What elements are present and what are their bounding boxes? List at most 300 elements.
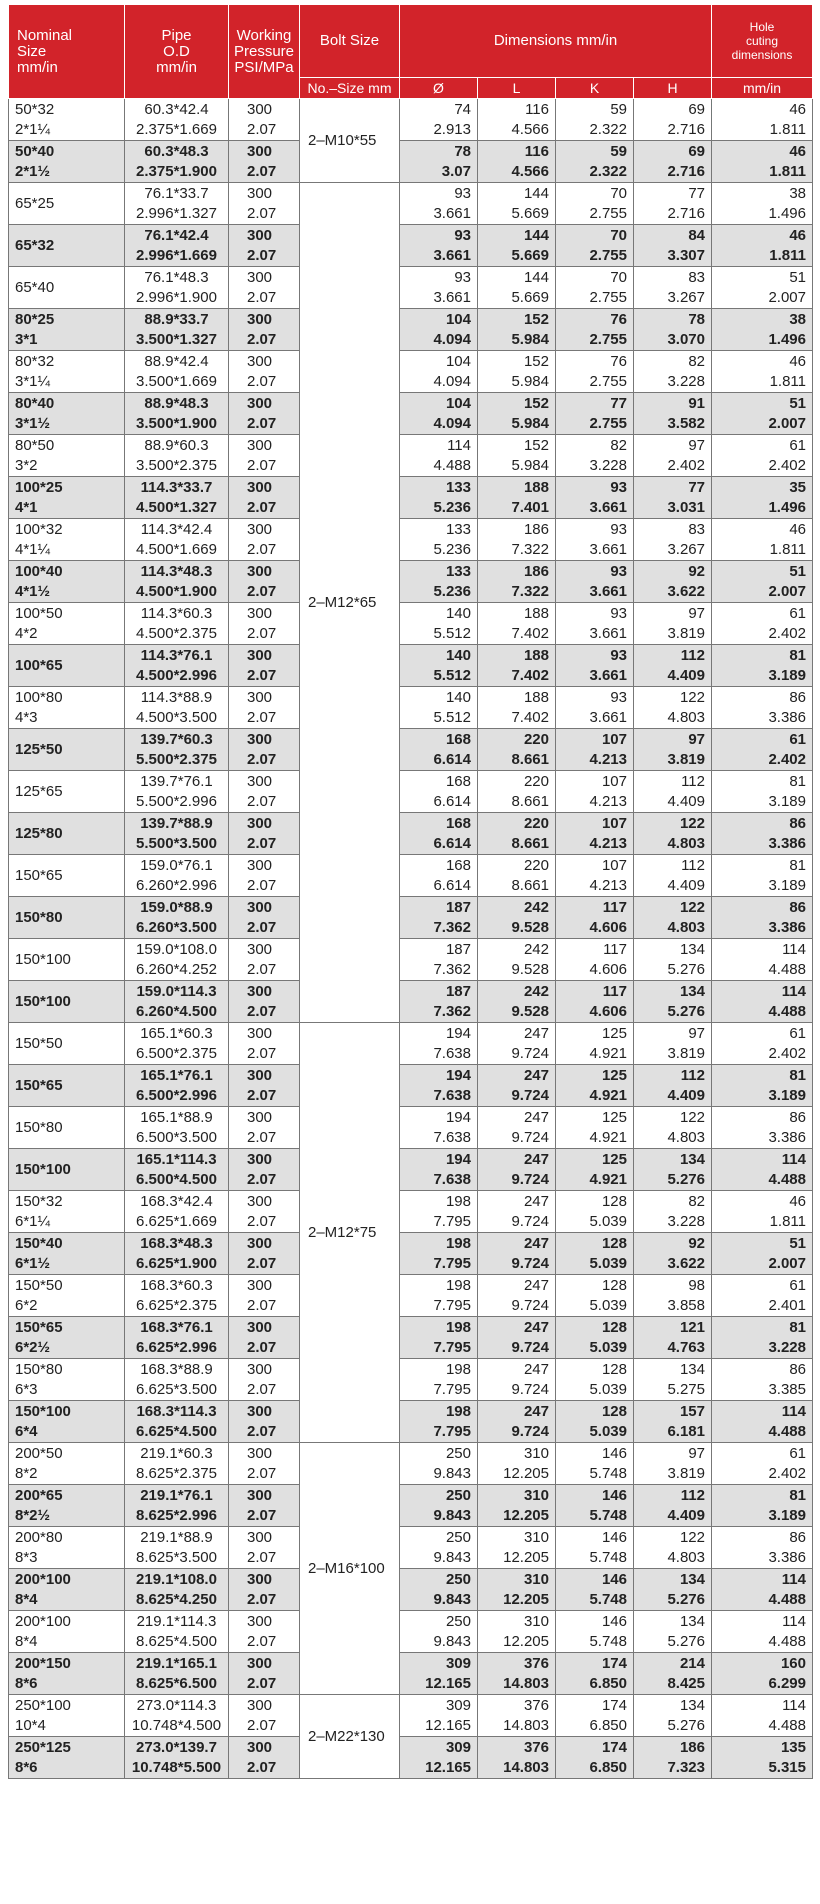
dim-diameter-cell (400, 1359, 478, 1401)
dim-k-cell-secondary: 4.213 (589, 834, 627, 852)
dim-l-cell-secondary: 12.205 (503, 1506, 549, 1524)
dim-diameter-cell (400, 1611, 478, 1653)
dim-k-cell (556, 1401, 634, 1443)
dim-k-cell (556, 1065, 634, 1107)
dim-l-cell-secondary: 7.402 (511, 708, 549, 726)
hole-cutting-cell-secondary: 1.811 (769, 162, 806, 180)
nominal-size-cell-secondary: 8*6 (15, 1758, 38, 1776)
pipe-od-cell-primary: 60.3*42.4 (144, 100, 209, 118)
dim-h-cell-primary: 83 (688, 268, 705, 286)
dim-diameter-cell-primary: 133 (445, 562, 471, 580)
hole-cutting-cell-secondary: 2.402 (768, 1464, 806, 1482)
pipe-od-cell-primary: 168.3*42.4 (140, 1192, 213, 1210)
dim-k-cell (556, 141, 634, 183)
working-pressure-cell-primary: 300 (247, 1570, 273, 1588)
working-pressure-cell (229, 351, 300, 393)
dim-k-cell-secondary: 2.755 (589, 288, 627, 306)
dim-h-cell-secondary: 3.622 (667, 1254, 705, 1272)
table-body (9, 99, 813, 1779)
dim-k-cell (556, 1191, 634, 1233)
nominal-size-cell-primary: 150*100 (15, 1402, 71, 1420)
hole-cutting-cell-secondary: 2.007 (768, 288, 806, 306)
dim-k-cell (556, 855, 634, 897)
dim-diameter-cell-primary: 93 (454, 268, 471, 286)
dim-h-cell-primary: 214 (679, 1654, 705, 1672)
dim-l-cell (478, 1695, 556, 1737)
dim-l-cell (478, 141, 556, 183)
working-pressure-cell-secondary: 2.07 (247, 120, 277, 138)
nominal-size-cell (9, 855, 125, 897)
dim-k-cell-secondary: 5.748 (589, 1590, 627, 1608)
dim-k-cell (556, 561, 634, 603)
working-pressure-cell-primary: 300 (247, 100, 273, 118)
nominal-size-cell (9, 603, 125, 645)
pipe-od-cell-secondary: 6.625*2.375 (136, 1296, 217, 1314)
table-row (9, 477, 813, 519)
working-pressure-cell (229, 519, 300, 561)
dim-h-cell (634, 1695, 712, 1737)
pipe-od-cell-primary: 219.1*88.9 (140, 1528, 213, 1546)
nominal-size-cell-primary: 150*100 (15, 992, 71, 1010)
dim-diameter-cell (400, 477, 478, 519)
table-row (9, 603, 813, 645)
dim-diameter-cell-secondary: 5.236 (433, 582, 471, 600)
dim-diameter-cell-primary: 140 (445, 688, 471, 706)
dim-diameter-cell-primary: 78 (454, 142, 471, 160)
pipe-od-cell-primary: 88.9*48.3 (144, 394, 209, 412)
dim-l-cell-secondary: 5.984 (511, 330, 549, 348)
nominal-size-cell (9, 813, 125, 855)
nominal-size-cell-primary: 100*65 (15, 656, 63, 674)
dim-l-cell (478, 981, 556, 1023)
hole-cutting-cell-primary: 61 (789, 604, 806, 622)
hole-cutting-cell (712, 1485, 813, 1527)
dim-k-cell (556, 1653, 634, 1695)
dim-diameter-cell (400, 897, 478, 939)
dim-l-cell (478, 1443, 556, 1485)
pipe-od-cell-secondary: 2.996*1.900 (136, 288, 217, 306)
dim-k-cell-primary: 128 (601, 1318, 627, 1336)
dim-h-cell-primary: 122 (679, 814, 705, 832)
hole-cutting-cell (712, 561, 813, 603)
dim-l-cell (478, 1401, 556, 1443)
pipe-od-cell-primary: 114.3*48.3 (140, 562, 213, 580)
pipe-od-cell-primary: 159.0*88.9 (140, 898, 213, 916)
hole-cutting-cell (712, 393, 813, 435)
table-row (9, 435, 813, 477)
dim-k-cell-primary: 174 (601, 1696, 627, 1714)
dim-l-cell-primary: 247 (523, 1192, 549, 1210)
working-pressure-cell (229, 1191, 300, 1233)
hole-cutting-cell (712, 1317, 813, 1359)
working-pressure-cell-secondary: 2.07 (247, 1212, 277, 1230)
nominal-size-cell (9, 141, 125, 183)
hole-cutting-cell-primary: 61 (789, 436, 806, 454)
hole-cutting-cell (712, 897, 813, 939)
nominal-size-cell-primary: 200*150 (15, 1654, 71, 1672)
hole-cutting-cell-secondary: 1.811 (769, 246, 806, 264)
dim-l-cell-secondary: 8.661 (511, 876, 549, 894)
dim-diameter-cell-primary: 168 (445, 730, 471, 748)
pipe-od-cell-secondary: 8.625*6.500 (136, 1674, 217, 1692)
header-hole-cutting: Hole cuting dimensions (712, 5, 813, 78)
dim-k-cell (556, 1569, 634, 1611)
pipe-od-cell-secondary: 6.625*3.500 (136, 1380, 217, 1398)
nominal-size-cell-primary: 150*32 (15, 1192, 63, 1210)
dim-k-cell-primary: 107 (601, 772, 627, 790)
dim-h-cell-primary: 91 (688, 394, 705, 412)
pipe-od-cell-secondary: 4.500*2.375 (136, 624, 217, 642)
pipe-od-cell (125, 603, 229, 645)
working-pressure-cell (229, 99, 300, 141)
dim-k-cell (556, 939, 634, 981)
dim-k-cell-secondary: 5.039 (589, 1212, 627, 1230)
dim-diameter-cell-secondary: 5.236 (433, 540, 471, 558)
pipe-od-cell-secondary: 6.500*4.500 (136, 1170, 217, 1188)
hole-cutting-cell (712, 603, 813, 645)
hole-cutting-cell-primary: 135 (780, 1738, 806, 1756)
nominal-size-cell-secondary: 8*2½ (15, 1506, 51, 1524)
dim-h-cell-primary: 112 (681, 772, 705, 790)
pipe-od-cell (125, 939, 229, 981)
dim-k-cell (556, 183, 634, 225)
dim-k-cell (556, 435, 634, 477)
working-pressure-cell (229, 561, 300, 603)
nominal-size-cell-secondary: 4*3 (15, 708, 38, 726)
dim-diameter-cell-secondary: 7.795 (433, 1338, 471, 1356)
dim-h-cell-primary: 98 (688, 1276, 705, 1294)
working-pressure-cell-primary: 300 (247, 772, 273, 790)
nominal-size-cell-secondary: 10*4 (15, 1716, 46, 1734)
dim-diameter-cell (400, 351, 478, 393)
working-pressure-cell-primary: 300 (247, 1192, 273, 1210)
dim-diameter-cell-primary: 250 (445, 1486, 471, 1504)
dim-l-cell-secondary: 7.322 (511, 582, 549, 600)
pipe-od-cell (125, 1569, 229, 1611)
dim-k-cell-secondary: 6.850 (589, 1716, 627, 1734)
dim-h-cell-primary: 82 (688, 352, 705, 370)
header-dim-h: H (634, 78, 712, 99)
nominal-size-cell (9, 897, 125, 939)
pipe-od-cell (125, 561, 229, 603)
dim-k-cell-secondary: 4.921 (589, 1128, 627, 1146)
header-working-pressure: Working Pressure PSI/MPa (229, 5, 300, 99)
dim-k-cell-primary: 107 (601, 814, 627, 832)
table-row (9, 771, 813, 813)
dim-k-cell-primary: 128 (601, 1276, 627, 1294)
dim-h-cell (634, 1569, 712, 1611)
dim-l-cell-primary: 376 (523, 1696, 549, 1714)
hole-cutting-cell (712, 939, 813, 981)
header-dimensions: Dimensions mm/in (400, 5, 712, 78)
nominal-size-cell-secondary: 2*1¼ (15, 120, 51, 138)
nominal-size-cell-primary: 65*25 (15, 194, 55, 212)
hole-cutting-cell (712, 1611, 813, 1653)
dim-k-cell-primary: 76 (610, 352, 627, 370)
dim-k-cell-secondary: 3.661 (589, 498, 627, 516)
dim-l-cell-secondary: 12.205 (503, 1548, 549, 1566)
dim-h-cell (634, 1485, 712, 1527)
nominal-size-cell-primary: 125*80 (15, 824, 63, 842)
hole-cutting-cell-primary: 81 (789, 1318, 806, 1336)
working-pressure-cell-primary: 300 (247, 184, 273, 202)
dim-diameter-cell-primary: 114 (447, 436, 471, 454)
nominal-size-cell-secondary: 6*2½ (15, 1338, 51, 1356)
nominal-size-cell (9, 519, 125, 561)
hole-cutting-cell-primary: 114 (781, 1402, 806, 1420)
header-dim-k: K (556, 78, 634, 99)
hole-cutting-cell (712, 771, 813, 813)
dim-h-cell-secondary: 6.181 (667, 1422, 705, 1440)
working-pressure-cell-primary: 300 (247, 1066, 273, 1084)
dim-l-cell-secondary: 4.566 (511, 162, 549, 180)
hole-cutting-cell-secondary: 5.315 (768, 1758, 806, 1776)
header-pipe-od: Pipe O.D mm/in (125, 5, 229, 99)
dim-h-cell-secondary: 3.819 (667, 1044, 705, 1062)
dim-l-cell-primary: 116 (524, 142, 549, 160)
dim-l-cell-primary: 152 (523, 310, 549, 328)
dim-h-cell (634, 1527, 712, 1569)
pipe-od-cell (125, 309, 229, 351)
nominal-size-cell (9, 183, 125, 225)
hole-cutting-cell (712, 351, 813, 393)
hole-cutting-cell-primary: 51 (789, 268, 806, 286)
nominal-size-cell-primary: 50*32 (15, 100, 55, 118)
working-pressure-cell (229, 1611, 300, 1653)
bolt-size-cell: 2–M22*130 (300, 1695, 400, 1779)
dimensions-table (8, 4, 813, 1779)
dim-h-cell (634, 1359, 712, 1401)
pipe-od-cell (125, 813, 229, 855)
nominal-size-cell (9, 435, 125, 477)
dim-k-cell-secondary: 3.661 (589, 582, 627, 600)
working-pressure-cell-secondary: 2.07 (247, 1086, 277, 1104)
working-pressure-cell-primary: 300 (247, 1696, 273, 1714)
table-row (9, 1653, 813, 1695)
dim-l-cell-primary: 144 (523, 268, 549, 286)
nominal-size-cell-primary: 150*65 (15, 1076, 63, 1094)
dim-h-cell-secondary: 4.803 (667, 1548, 705, 1566)
hole-cutting-cell-secondary: 6.299 (768, 1674, 806, 1692)
nominal-size-cell-primary: 65*40 (15, 278, 55, 296)
working-pressure-cell-primary: 300 (247, 604, 273, 622)
dim-k-cell-secondary: 4.213 (589, 750, 627, 768)
dim-l-cell-secondary: 7.402 (511, 666, 549, 684)
dim-h-cell (634, 1737, 712, 1779)
pipe-od-cell-secondary: 6.625*4.500 (136, 1422, 217, 1440)
dim-diameter-cell-primary: 250 (445, 1528, 471, 1546)
dim-l-cell-primary: 188 (523, 688, 549, 706)
pipe-od-cell-primary: 139.7*88.9 (140, 814, 213, 832)
dim-h-cell-primary: 112 (680, 1486, 705, 1504)
dim-diameter-cell-secondary: 5.512 (433, 666, 471, 684)
hole-cutting-cell-secondary: 3.189 (768, 1086, 806, 1104)
dim-diameter-cell-primary: 93 (454, 184, 471, 202)
table-row (9, 729, 813, 771)
hole-cutting-cell-primary: 81 (789, 772, 806, 790)
dim-diameter-cell (400, 813, 478, 855)
working-pressure-cell (229, 897, 300, 939)
dim-k-cell (556, 99, 634, 141)
pipe-od-cell (125, 1107, 229, 1149)
nominal-size-cell (9, 1233, 125, 1275)
dim-diameter-cell-primary: 168 (445, 772, 471, 790)
dim-diameter-cell (400, 1485, 478, 1527)
pipe-od-cell-primary: 165.1*114.3 (136, 1150, 217, 1168)
pipe-od-cell-secondary: 2.375*1.900 (136, 162, 217, 180)
pipe-od-cell-primary: 219.1*165.1 (136, 1654, 217, 1672)
dim-diameter-cell-secondary: 7.795 (433, 1422, 471, 1440)
hole-cutting-cell-secondary: 1.811 (769, 120, 806, 138)
dim-l-cell (478, 1275, 556, 1317)
dim-k-cell-primary: 146 (601, 1570, 627, 1588)
dim-l-cell-primary: 247 (523, 1150, 549, 1168)
working-pressure-cell-secondary: 2.07 (247, 288, 277, 306)
dim-l-cell (478, 435, 556, 477)
working-pressure-cell (229, 1695, 300, 1737)
hole-cutting-cell-primary: 114 (782, 1612, 806, 1630)
pipe-od-cell-secondary: 2.996*1.327 (136, 204, 217, 222)
hole-cutting-cell-primary: 81 (789, 1066, 806, 1084)
dim-h-cell (634, 519, 712, 561)
working-pressure-cell (229, 855, 300, 897)
hole-cutting-cell (712, 435, 813, 477)
dim-h-cell-primary: 112 (680, 646, 705, 664)
dim-diameter-cell-secondary: 3.661 (433, 246, 471, 264)
nominal-size-cell (9, 561, 125, 603)
dim-l-cell-primary: 310 (523, 1486, 549, 1504)
dim-h-cell (634, 309, 712, 351)
header-bolt-size: Bolt Size (300, 5, 400, 78)
nominal-size-cell (9, 1107, 125, 1149)
pipe-od-cell-primary: 219.1*60.3 (140, 1444, 213, 1462)
dim-l-cell-primary: 247 (523, 1024, 549, 1042)
dim-diameter-cell-primary: 198 (445, 1276, 471, 1294)
dim-diameter-cell-primary: 194 (445, 1066, 471, 1084)
working-pressure-cell-primary: 300 (247, 898, 273, 916)
nominal-size-cell-primary: 200*100 (15, 1612, 71, 1630)
nominal-size-cell (9, 1401, 125, 1443)
dim-l-cell (478, 225, 556, 267)
dim-h-cell-secondary: 3.267 (667, 288, 705, 306)
nominal-size-cell-primary: 200*50 (15, 1444, 63, 1462)
dim-h-cell (634, 1401, 712, 1443)
dim-h-cell (634, 393, 712, 435)
hole-cutting-cell-secondary: 3.386 (768, 834, 806, 852)
pipe-od-cell (125, 141, 229, 183)
dim-l-cell-secondary: 5.669 (511, 204, 549, 222)
dim-diameter-cell-secondary: 7.638 (433, 1044, 471, 1062)
working-pressure-cell-primary: 300 (247, 562, 273, 580)
working-pressure-cell-secondary: 2.07 (247, 1170, 277, 1188)
nominal-size-cell-primary: 80*40 (15, 394, 55, 412)
dim-h-cell-primary: 97 (688, 730, 705, 748)
dim-diameter-cell-secondary: 6.614 (433, 750, 471, 768)
pipe-od-cell-primary: 159.0*114.3 (136, 982, 217, 1000)
working-pressure-cell (229, 1401, 300, 1443)
dim-h-cell (634, 687, 712, 729)
dim-k-cell-primary: 125 (601, 1150, 627, 1168)
table-row (9, 1191, 813, 1233)
nominal-size-cell (9, 267, 125, 309)
nominal-size-cell (9, 645, 125, 687)
hole-cutting-cell-primary: 51 (789, 562, 806, 580)
dim-diameter-cell-primary: 194 (445, 1108, 471, 1126)
dim-l-cell-primary: 188 (523, 478, 549, 496)
dim-k-cell-primary: 82 (610, 436, 627, 454)
dim-diameter-cell (400, 1023, 478, 1065)
hole-cutting-cell-primary: 38 (789, 310, 806, 328)
pipe-od-cell-secondary: 5.500*2.375 (136, 750, 217, 768)
bolt-size-cell: 2–M16*100 (300, 1443, 400, 1695)
hole-cutting-cell (712, 855, 813, 897)
working-pressure-cell-secondary: 2.07 (247, 750, 277, 768)
nominal-size-cell-primary: 125*65 (15, 782, 63, 800)
dim-diameter-cell (400, 309, 478, 351)
pipe-od-cell-secondary: 3.500*1.327 (136, 330, 217, 348)
working-pressure-cell-primary: 300 (247, 1276, 273, 1294)
working-pressure-cell-primary: 300 (247, 1360, 273, 1378)
table-row (9, 1233, 813, 1275)
hole-cutting-cell-secondary: 2.401 (768, 1296, 806, 1314)
dim-diameter-cell-secondary: 6.614 (433, 834, 471, 852)
working-pressure-cell-secondary: 2.07 (247, 540, 277, 558)
hole-cutting-cell-secondary: 4.488 (768, 1632, 806, 1650)
nominal-size-cell (9, 1065, 125, 1107)
dim-l-cell (478, 267, 556, 309)
table-row (9, 351, 813, 393)
hole-cutting-cell (712, 1443, 813, 1485)
hole-cutting-cell-secondary: 3.189 (768, 876, 806, 894)
dim-diameter-cell-primary: 250 (445, 1570, 471, 1588)
dim-h-cell-secondary: 3.819 (667, 1464, 705, 1482)
hole-cutting-cell (712, 1275, 813, 1317)
nominal-size-cell (9, 1737, 125, 1779)
working-pressure-cell-primary: 300 (247, 1108, 273, 1126)
pipe-od-cell-primary: 88.9*42.4 (144, 352, 209, 370)
working-pressure-cell (229, 1149, 300, 1191)
dim-l-cell (478, 1359, 556, 1401)
dim-diameter-cell-secondary: 7.795 (433, 1296, 471, 1314)
dim-h-cell (634, 141, 712, 183)
dim-diameter-cell-primary: 140 (445, 604, 471, 622)
dim-k-cell (556, 1359, 634, 1401)
hole-cutting-cell-primary: 46 (789, 100, 806, 118)
dim-k-cell (556, 603, 634, 645)
pipe-od-cell (125, 1527, 229, 1569)
dim-k-cell (556, 1317, 634, 1359)
dim-h-cell-primary: 134 (679, 1150, 705, 1168)
dim-l-cell-primary: 186 (523, 520, 549, 538)
dim-h-cell-secondary: 4.803 (667, 918, 705, 936)
table-row (9, 1023, 813, 1065)
dim-l-cell-secondary: 12.205 (503, 1590, 549, 1608)
dim-k-cell-secondary: 5.748 (589, 1464, 627, 1482)
table-row (9, 1401, 813, 1443)
pipe-od-cell (125, 1695, 229, 1737)
pipe-od-cell-secondary: 2.996*1.669 (136, 246, 217, 264)
hole-cutting-cell-secondary: 3.189 (768, 1506, 806, 1524)
working-pressure-cell-secondary: 2.07 (247, 498, 277, 516)
nominal-size-cell (9, 1317, 125, 1359)
pipe-od-cell-secondary: 3.500*1.669 (136, 372, 217, 390)
table-row (9, 1527, 813, 1569)
dim-k-cell (556, 1233, 634, 1275)
pipe-od-cell (125, 183, 229, 225)
dim-k-cell (556, 1443, 634, 1485)
pipe-od-cell-secondary: 6.500*2.996 (136, 1086, 217, 1104)
dim-k-cell-primary: 117 (602, 982, 627, 1000)
